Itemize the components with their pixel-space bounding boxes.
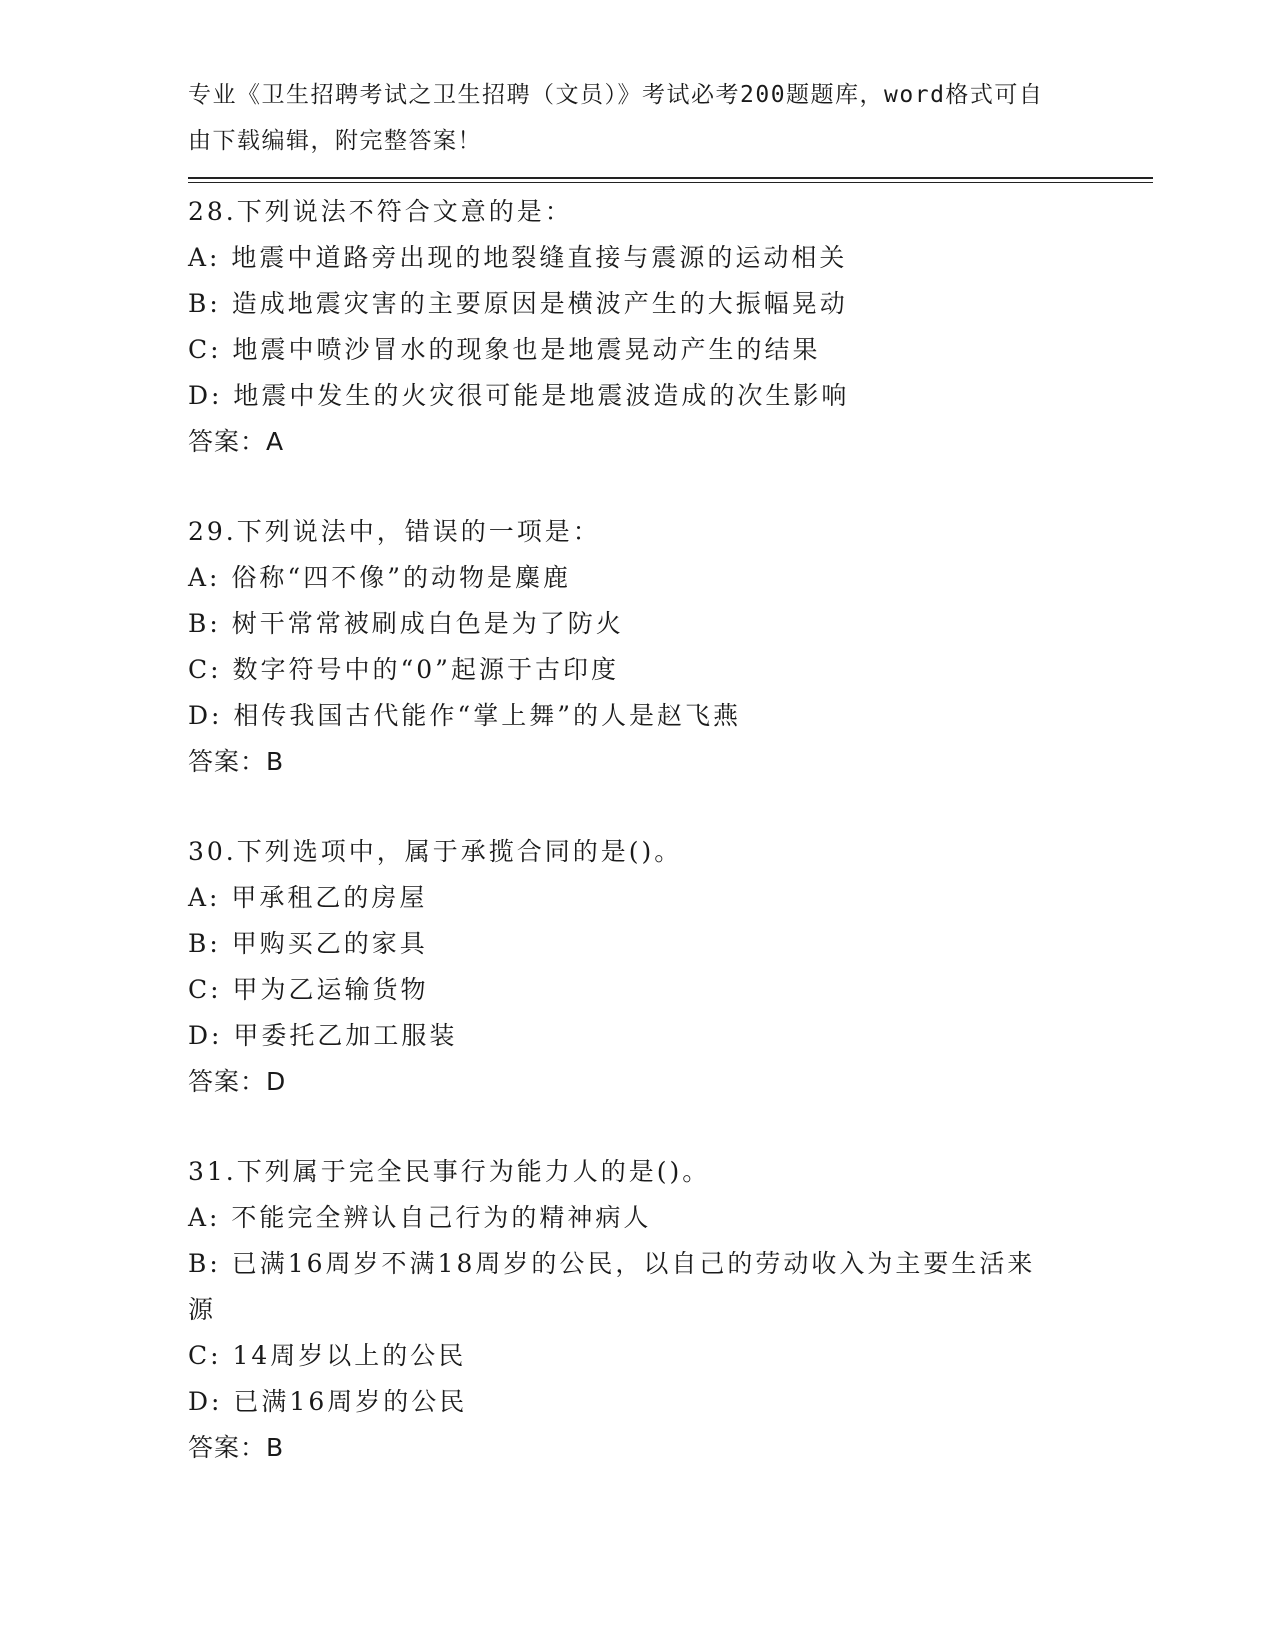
question-block [188, 829, 1088, 1105]
header-line-1: 专业《卫生招聘考试之卫生招聘（文员）》考试必考200题题库，word格式可自 [188, 82, 1044, 108]
question-gap [188, 465, 1088, 509]
question-gap [188, 1105, 1088, 1149]
question-gap [188, 785, 1088, 829]
option-a: A: 俗称“四不像”的动物是麋鹿 [188, 563, 571, 592]
question-stem: 28.下列说法不符合文意的是： [188, 197, 573, 226]
option-a: A: 地震中道路旁出现的地裂缝直接与震源的运动相关 [188, 243, 848, 272]
option-b-continued: 源 [188, 1295, 217, 1324]
option-b: B: 树干常常被刷成白色是为了防火 [188, 609, 624, 638]
option-c: C: 14周岁以上的公民 [188, 1341, 467, 1370]
option-b: B: 造成地震灾害的主要原因是横波产生的大振幅晃动 [188, 289, 848, 318]
option-b: B: 已满16周岁不满18周岁的公民，以自己的劳动收入为主要生活来 [188, 1249, 1036, 1278]
answer: 答案：B [188, 747, 285, 776]
option-a: A: 甲承租乙的房屋 [188, 883, 428, 912]
question-list [188, 189, 1088, 1471]
option-d: D: 甲委托乙加工服装 [188, 1021, 458, 1050]
answer: 答案：A [188, 427, 285, 456]
option-d: D: 地震中发生的火灾很可能是地震波造成的次生影响 [188, 381, 850, 410]
question-stem: 30.下列选项中，属于承揽合同的是()。 [188, 837, 683, 866]
header-divider-thick [188, 177, 1153, 179]
answer: 答案：D [188, 1067, 287, 1096]
option-c: C: 甲为乙运输货物 [188, 975, 429, 1004]
question-stem: 29.下列说法中，错误的一项是： [188, 517, 601, 546]
option-c: C: 地震中喷沙冒水的现象也是地震晃动产生的结果 [188, 335, 821, 364]
option-d: D: 相传我国古代能作“掌上舞”的人是赵飞燕 [188, 701, 741, 730]
question-stem: 31.下列属于完全民事行为能力人的是()。 [188, 1157, 711, 1186]
option-d: D: 已满16周岁的公民 [188, 1387, 468, 1416]
option-b: B: 甲购买乙的家具 [188, 929, 428, 958]
question-block [188, 509, 1088, 785]
option-a: A: 不能完全辨认自己行为的精神病人 [188, 1203, 652, 1232]
header-line-2: 由下载编辑，附完整答案！ [188, 128, 482, 154]
question-block [188, 1149, 1088, 1471]
answer: 答案：B [188, 1433, 285, 1462]
option-c: C: 数字符号中的“0”起源于古印度 [188, 655, 619, 684]
header-divider-thin [188, 182, 1153, 183]
question-block [188, 189, 1088, 465]
document-header [188, 72, 1088, 164]
